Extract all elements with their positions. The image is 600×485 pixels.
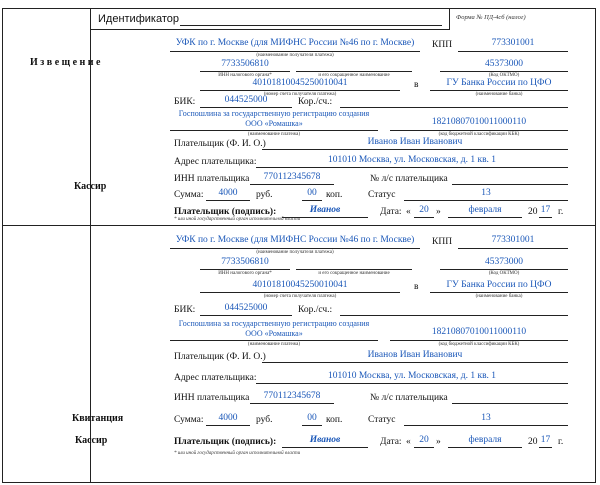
- status-value: 13: [481, 188, 491, 198]
- payer-address-field[interactable]: [256, 383, 568, 384]
- payer-inn-value: 770112345678: [263, 172, 321, 182]
- sum-rub-field[interactable]: [206, 200, 250, 201]
- column-divider: [90, 8, 91, 483]
- oktmo-value: 45373000: [485, 257, 523, 267]
- year-suffix: г.: [558, 207, 564, 217]
- notice-label: Извещение: [30, 57, 103, 68]
- account-no-field[interactable]: [452, 184, 568, 185]
- sum-kop-field[interactable]: [302, 200, 322, 201]
- half-divider: [2, 225, 596, 226]
- account-field[interactable]: [200, 90, 400, 91]
- oktmo-caption: (Код ОКТМО): [488, 73, 520, 78]
- day-field[interactable]: [414, 447, 434, 448]
- short-name-caption: и его сокращенное наименование: [318, 271, 390, 276]
- payer-name-label: Плательщик (Ф. И. О.): [174, 139, 266, 149]
- bank-field[interactable]: [430, 90, 568, 91]
- year-prefix: 20: [528, 437, 538, 447]
- kbk-caption: (код бюджетной классификации КБК): [438, 132, 520, 137]
- kbk-value: 18210807010011000110: [431, 327, 527, 337]
- year-field[interactable]: [539, 447, 552, 448]
- kor-field[interactable]: [340, 315, 568, 316]
- day-field[interactable]: [414, 217, 434, 218]
- status-label: Статус: [368, 190, 396, 200]
- status-field[interactable]: [404, 200, 568, 201]
- recipient-field[interactable]: [170, 248, 420, 249]
- payer-name-field[interactable]: [262, 149, 568, 150]
- recipient-field[interactable]: [170, 51, 420, 52]
- oktmo-field[interactable]: [440, 71, 568, 72]
- payment-name-line1: Госпошлина за государственную регистрацию создания: [178, 319, 370, 328]
- account-value: 40101810045250010041: [252, 280, 348, 290]
- bik-value: 044525000: [224, 303, 268, 313]
- payer-address-value: 101010 Москва, ул. Московская, д. 1 кв. 1: [327, 155, 497, 165]
- year-value: 17: [540, 205, 551, 215]
- payer-address-field[interactable]: [256, 167, 568, 168]
- payment-name-caption: (наименование платежа): [247, 132, 301, 137]
- payer-inn-label: ИНН плательщика: [174, 174, 250, 184]
- payer-inn-value: 770112345678: [263, 391, 321, 401]
- status-value: 13: [481, 413, 491, 423]
- kop-label: коп.: [326, 190, 343, 200]
- day-value: 20: [419, 205, 429, 215]
- rub-label: руб.: [256, 415, 273, 425]
- quote-close: »: [436, 207, 441, 217]
- quote-open: «: [406, 207, 411, 217]
- quote-close: »: [436, 437, 441, 447]
- month-value: февраля: [468, 435, 502, 445]
- cashier-label-top: Кассир: [74, 181, 107, 192]
- quote-open: «: [406, 437, 411, 447]
- short-name-field[interactable]: [296, 71, 412, 72]
- payer-name-field[interactable]: [262, 362, 568, 363]
- kor-field[interactable]: [340, 107, 568, 108]
- bik-field[interactable]: [200, 315, 292, 316]
- bik-label: БИК:: [174, 305, 196, 315]
- inn-caption: ИНН налогового органа*: [218, 73, 272, 78]
- cashier-label-bottom: Кассир: [75, 435, 108, 446]
- payment-name-field[interactable]: [170, 130, 378, 131]
- signature-value: Иванов: [309, 205, 341, 215]
- bank-field[interactable]: [430, 292, 568, 293]
- payer-address-label: Адрес плательщика:: [174, 373, 257, 383]
- payment-name-line1: Госпошлина за государственную регистрацию создания: [178, 109, 370, 118]
- inn-field[interactable]: [200, 269, 290, 270]
- bank-caption: (наименование банка): [475, 92, 523, 97]
- receipt-label: Квитанция: [72, 413, 124, 424]
- short-name-caption: и его сокращенное наименование: [318, 73, 390, 78]
- account-caption: (номер счета получателя платежа): [263, 92, 337, 97]
- kpp-field[interactable]: [458, 51, 568, 52]
- month-value: февраля: [468, 205, 502, 215]
- year-field[interactable]: [539, 217, 552, 218]
- payer-inn-field[interactable]: [250, 403, 334, 404]
- account-field[interactable]: [200, 292, 400, 293]
- form-number: Форма № ПД-4сб (налог): [456, 14, 526, 21]
- day-value: 20: [419, 435, 429, 445]
- bank-caption: (наименование банка): [475, 294, 523, 299]
- payment-name-field[interactable]: [170, 340, 378, 341]
- sum-label: Сумма:: [174, 415, 204, 425]
- sum-kop-value: 00: [307, 188, 317, 198]
- kor-label: Кор./сч.:: [298, 305, 333, 315]
- payer-name-value: Иванов Иван Иванович: [367, 350, 463, 360]
- identifier-label: Идентификатор: [98, 13, 179, 25]
- kop-label: коп.: [326, 415, 343, 425]
- bik-label: БИК:: [174, 97, 196, 107]
- recipient-caption: (наименование получателя платежа): [256, 53, 334, 58]
- inn-field[interactable]: [200, 71, 290, 72]
- oktmo-caption: (Код ОКТМО): [488, 271, 520, 276]
- bank-value: ГУ Банка России по ЦФО: [446, 280, 552, 290]
- account-no-label: № л/с плательщика: [370, 174, 448, 184]
- month-field[interactable]: [448, 447, 522, 448]
- year-prefix: 20: [528, 207, 538, 217]
- account-no-field[interactable]: [452, 403, 568, 404]
- year-value: 17: [540, 435, 551, 445]
- payer-inn-label: ИНН плательщика: [174, 393, 250, 403]
- kbk-caption: (код бюджетной классификации КБК): [438, 342, 520, 347]
- bik-value: 044525000: [224, 95, 268, 105]
- payer-name-label: Плательщик (Ф. И. О.): [174, 352, 266, 362]
- sum-kop-value: 00: [307, 413, 317, 423]
- recipient-value: УФК по г. Москве (для МИФНС России №46 по г. Москве): [175, 38, 415, 48]
- kor-label: Кор./сч.:: [298, 97, 333, 107]
- signature-label: Плательщик (подпись):: [174, 437, 277, 447]
- inn-value: 7733506810: [221, 59, 269, 69]
- kbk-value: 18210807010011000110: [431, 117, 527, 127]
- inn-caption: ИНН налогового органа*: [218, 271, 272, 276]
- account-value: 40101810045250010041: [252, 78, 348, 88]
- footnote: * или иной государственный орган исполнительной власти: [174, 451, 301, 456]
- sum-rub-value: 4000: [218, 188, 238, 198]
- status-field[interactable]: [404, 425, 568, 426]
- year-suffix: г.: [558, 437, 564, 447]
- date-label: Дата:: [380, 437, 402, 447]
- payment-name-caption: (наименование платежа): [247, 342, 301, 347]
- identifier-field[interactable]: [180, 25, 442, 26]
- signature-field[interactable]: [282, 447, 368, 448]
- kpp-value: 773301001: [491, 235, 535, 245]
- sum-rub-value: 4000: [218, 413, 238, 423]
- account-caption: (номер счета получателя платежа): [263, 294, 337, 299]
- kpp-label: КПП: [432, 237, 453, 247]
- kpp-label: КПП: [432, 40, 453, 50]
- kpp-field[interactable]: [458, 248, 568, 249]
- kbk-field[interactable]: [390, 130, 568, 131]
- payer-name-value: Иванов Иван Иванович: [367, 137, 463, 147]
- payer-inn-field[interactable]: [250, 184, 334, 185]
- in-label: в: [414, 282, 419, 292]
- sum-rub-field[interactable]: [206, 425, 250, 426]
- signature-value: Иванов: [309, 435, 341, 445]
- inn-value: 7733506810: [221, 257, 269, 267]
- kbk-field[interactable]: [390, 340, 568, 341]
- signature-label: Плательщик (подпись):: [174, 207, 277, 217]
- oktmo-value: 45373000: [485, 59, 523, 69]
- rub-label: руб.: [256, 190, 273, 200]
- footnote: * или иной государственный орган исполнительной власти: [174, 217, 301, 222]
- payer-address-value: 101010 Москва, ул. Московская, д. 1 кв. 1: [327, 371, 497, 381]
- recipient-value: УФК по г. Москве (для МИФНС России №46 по г. Москве): [175, 235, 415, 245]
- oktmo-field[interactable]: [440, 269, 568, 270]
- payment-name-line2: ООО «Ромашка»: [245, 119, 303, 128]
- recipient-caption: (наименование получателя платежа): [256, 250, 334, 255]
- status-label: Статус: [368, 415, 396, 425]
- payer-address-label: Адрес плательщика:: [174, 157, 257, 167]
- sum-kop-field[interactable]: [302, 425, 322, 426]
- bank-value: ГУ Банка России по ЦФО: [446, 78, 552, 88]
- sum-label: Сумма:: [174, 190, 204, 200]
- month-field[interactable]: [448, 217, 522, 218]
- kpp-value: 773301001: [491, 38, 535, 48]
- payment-name-line2: ООО «Ромашка»: [245, 329, 303, 338]
- date-label: Дата:: [380, 207, 402, 217]
- short-name-field[interactable]: [296, 269, 412, 270]
- account-no-label: № л/с плательщика: [370, 393, 448, 403]
- in-label: в: [414, 80, 419, 90]
- bik-field[interactable]: [200, 107, 292, 108]
